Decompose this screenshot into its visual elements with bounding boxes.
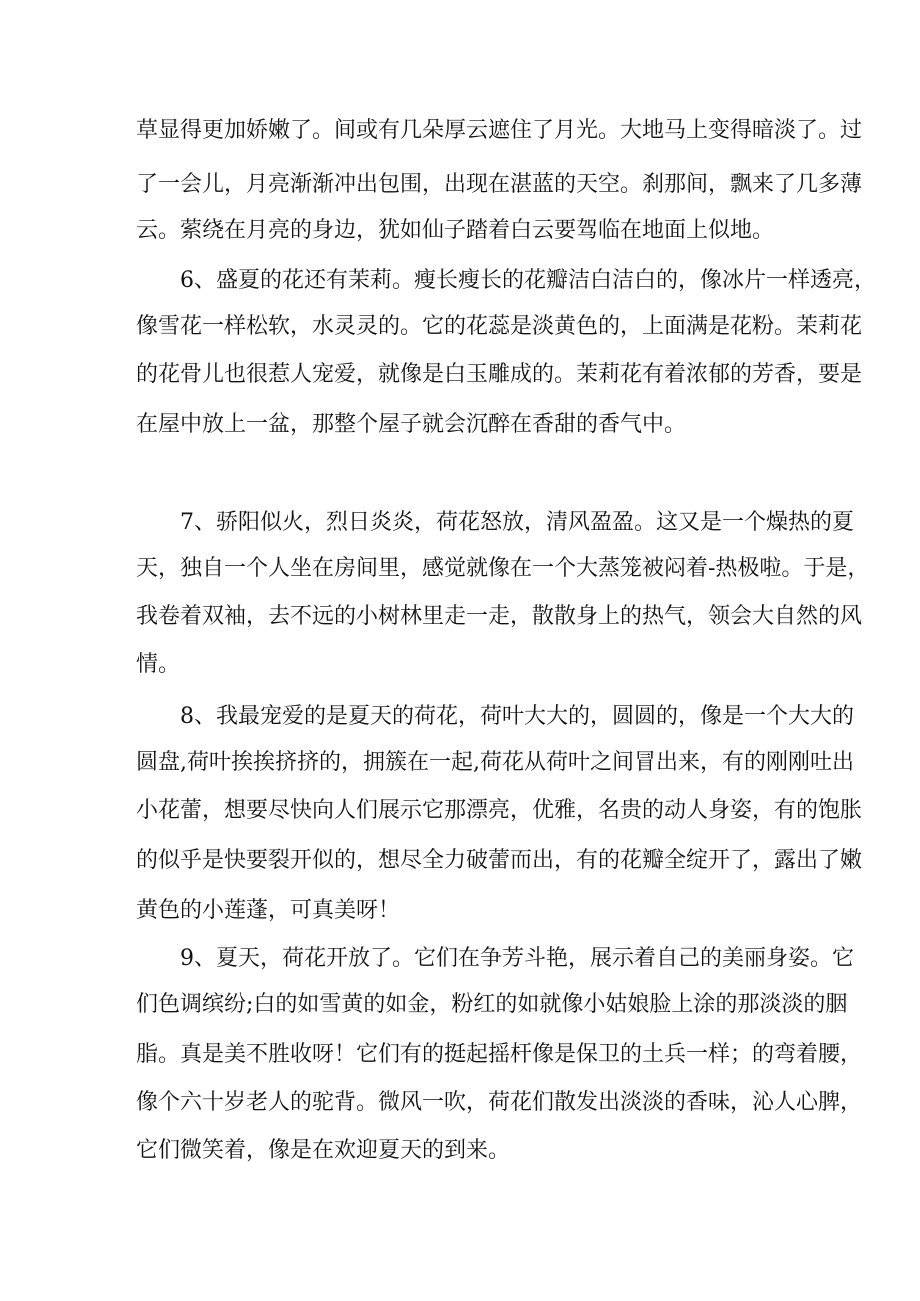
text-line: 我卷着双袖，去不远的小树林里走一走，散散身上的热气，领会大自然的风 [136, 604, 863, 629]
text-line: 了一会儿，月亮渐渐冲出包围，出现在湛蓝的天空。刹那间，飘来了几多薄 [136, 172, 863, 197]
text-line: 像雪花一样松软，水灵灵的。它的花蕊是淡黄色的，上面满是花粉。茉莉花 [136, 314, 863, 339]
text-line: 小花蕾，想要尽快向人们展示它那漂亮，优雅，名贵的动人身姿，有的饱胀 [136, 798, 863, 823]
text-line: 6、盛夏的花还有茉莉。瘦长瘦长的花瓣洁白洁白的，像冰片一样透亮， [180, 268, 876, 293]
text-line: 圆盘,荷叶挨挨挤挤的，拥簇在一起,荷花从荷叶之间冒出来，有的刚刚吐出 [136, 750, 854, 775]
text-line: 们色调缤纷;白的如雪黄的如金，粉红的如就像小姑娘脸上涂的那淡淡的胭 [136, 992, 848, 1017]
text-line: 天，独自一个人坐在房间里，感觉就像在一个大蒸笼被闷着-热极啦。于是， [136, 556, 870, 581]
text-line: 的似乎是快要裂开似的，想尽全力破蕾而出，有的花瓣全绽开了，露出了嫩 [136, 848, 863, 873]
text-line: 它们微笑着，像是在欢迎夏天的到来。 [136, 1138, 511, 1163]
text-line: 7、骄阳似火，烈日炎炎，荷花怒放，清风盈盈。这又是一个燥热的夏 [180, 510, 854, 535]
text-line: 云。萦绕在月亮的身边，犹如仙子踏着白云要驾临在地面上似地。 [136, 218, 775, 243]
text-line: 的花骨儿也很惹人宠爱，就像是白玉雕成的。茉莉花有着浓郁的芳香，要是 [136, 362, 863, 387]
text-line: 情。 [136, 652, 181, 677]
text-line: 9、夏天，荷花开放了。它们在争芳斗艳，展示着自己的美丽身姿。它 [180, 946, 854, 971]
text-line: 草显得更加娇嫩了。间或有几朵厚云遮住了月光。大地马上变得暗淡了。过 [136, 118, 863, 143]
text-line: 8、我最宠爱的是夏天的荷花，荷叶大大的，圆圆的，像是一个大大的 [180, 704, 854, 729]
text-line: 在屋中放上一盆，那整个屋子就会沉醉在香甜的香气中。 [136, 412, 687, 437]
text-line: 黄色的小莲蓬，可真美呀！ [136, 898, 401, 923]
text-line: 像个六十岁老人的驼背。微风一吹，荷花们散发出淡淡的香味，沁人心脾， [136, 1090, 863, 1115]
text-line: 脂。真是美不胜收呀！它们有的挺起摇杆像是保卫的土兵一样；的弯着腰， [136, 1042, 863, 1067]
